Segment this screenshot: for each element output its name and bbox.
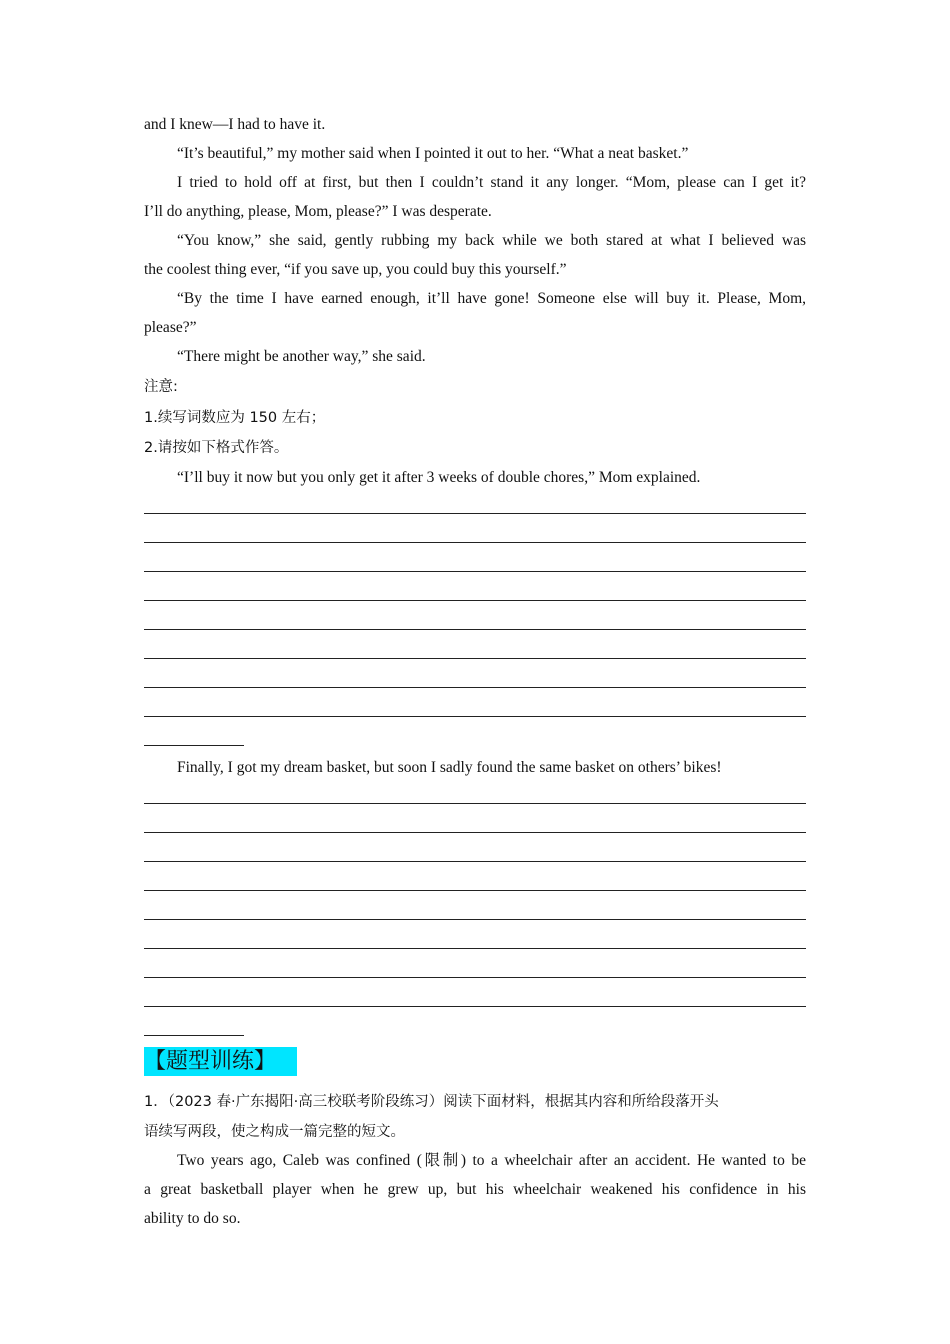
prompt-paragraph-2: Finally, I got my dream basket, but soon I sadly found the same basket on others’ bikes!	[177, 759, 722, 776]
answer-line	[144, 629, 806, 630]
question-instruction: （2023 春·广东揭阳·高三校联考阶段练习）阅读下面材料，根据其内容和所给段落开头	[167, 1094, 719, 1110]
story-line-4: I’ll do anything, please, Mom, please?” I was desperate.	[144, 203, 492, 220]
notes-label: 注意:	[144, 379, 178, 395]
answer-line	[144, 832, 806, 833]
answer-line	[144, 687, 806, 688]
answer-line	[144, 890, 806, 891]
section-heading: 【题型训练】	[144, 1047, 297, 1076]
answer-line	[144, 658, 806, 659]
story-line-1: and I knew—I had to have it.	[144, 116, 326, 133]
story-line-7: “By the time I have earned enough, it’ll have gone! Someone else will buy it. Please, Mom,	[177, 290, 806, 307]
passage-line-2: a great basketball player when he grew up, but his wheelchair weakened his confidence in his	[144, 1181, 806, 1198]
answer-line	[144, 513, 806, 514]
answer-line	[144, 1006, 806, 1007]
question-intro-line-2: 语续写两段，使之构成一篇完整的短文。	[144, 1124, 405, 1140]
answer-line-short	[144, 745, 244, 746]
prompt-paragraph-1: “I’ll buy it now but you only get it after 3 weeks of double chores,” Mom explained.	[177, 469, 701, 486]
story-line-5: “You know,” she said, gently rubbing my back while we both stared at what I believed was	[177, 232, 806, 249]
answer-line	[144, 542, 806, 543]
answer-line	[144, 948, 806, 949]
answer-line	[144, 716, 806, 717]
passage-line-1: Two years ago, Caleb was confined (限制) to a wheelchair after an accident. He wanted to be	[177, 1152, 806, 1169]
answer-line	[144, 861, 806, 862]
answer-line-short	[144, 1035, 244, 1036]
passage-line-3: ability to do so.	[144, 1210, 241, 1227]
answer-line	[144, 600, 806, 601]
story-line-2: “It’s beautiful,” my mother said when I pointed it out to her. “What a neat basket.”	[177, 145, 689, 162]
question-intro-line-1	[144, 1092, 806, 1112]
note-item-1: 1.续写词数应为 150 左右；	[144, 410, 326, 426]
answer-line	[144, 803, 806, 804]
story-line-8: please?”	[144, 319, 197, 336]
note-item-2: 2.请按如下格式作答。	[144, 440, 289, 456]
answer-line	[144, 571, 806, 572]
question-number: 1．	[144, 1094, 168, 1110]
story-line-9: “There might be another way,” she said.	[177, 348, 426, 365]
story-line-6: the coolest thing ever, “if you save up, you could buy this yourself.”	[144, 261, 567, 278]
story-line-3: I tried to hold off at first, but then I couldn’t stand it any longer. “Mom, please can I get it?	[177, 174, 806, 191]
answer-line	[144, 919, 806, 920]
answer-line	[144, 977, 806, 978]
